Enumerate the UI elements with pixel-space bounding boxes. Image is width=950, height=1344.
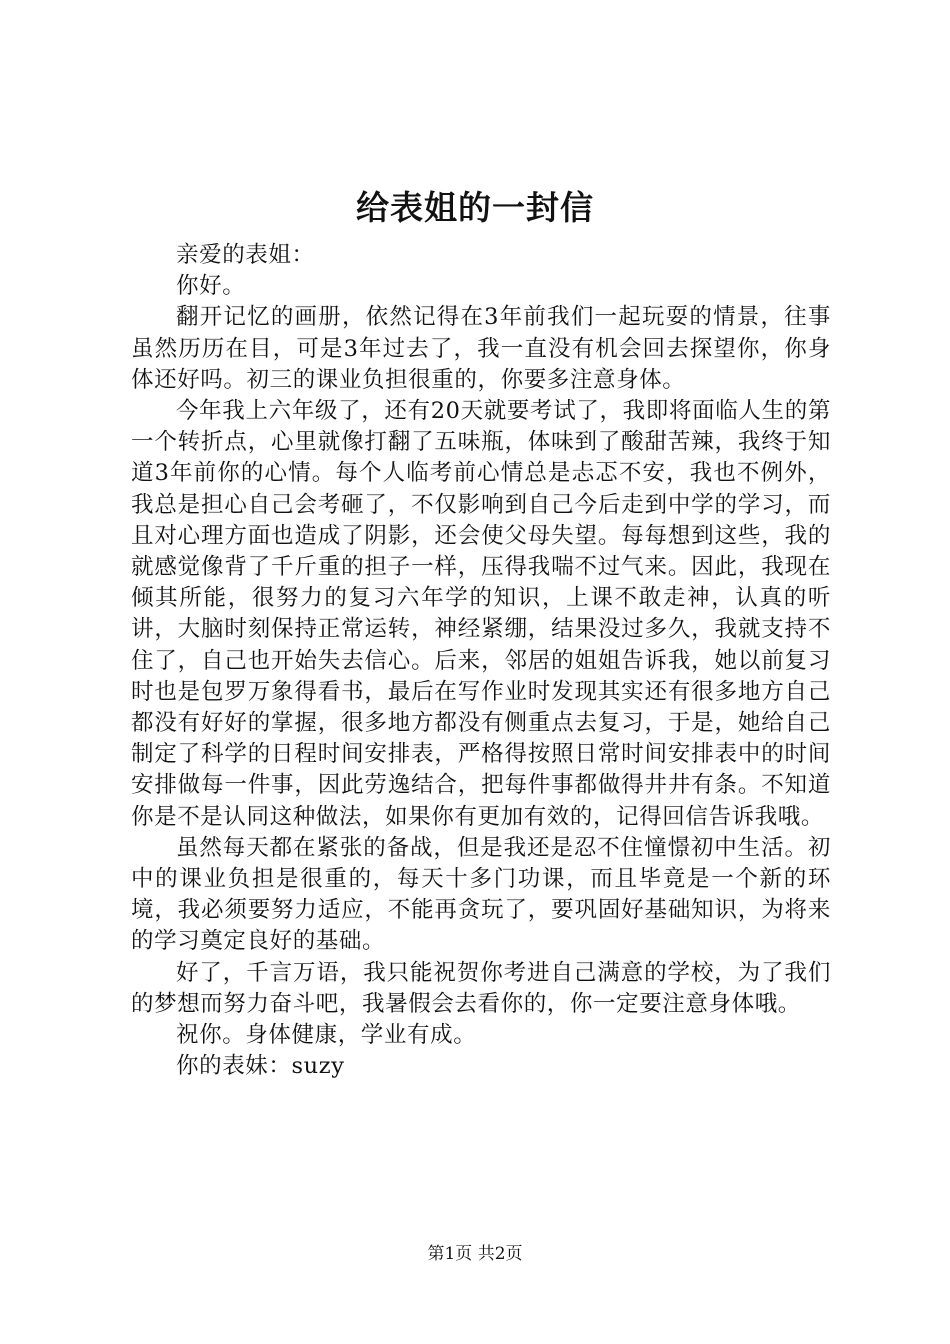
document-title: 给表姐的一封信 (356, 188, 594, 227)
paragraph-exam-preparation: 今年我上六年级了，还有20天就要考试了，我即将面临人生的第一个转折点，心里就像打翻了五味瓶，体味到了酸甜苦辣，我终于知道3年前你的心情。每个人临考前心情总是忐忑不安，我也不例外，我总是担心自己会考砸了，不仅影响到自己今后走到中学的学习，而且对心理方面也造成了阴影，还会使父母失望。每每想到这些，我的就感觉像背了千斤重的担子一样，压得我喘不过气来。因此，我现在倾其所能，很努力的复习六年学的知识，上课不敢走神，认真的听讲，大脑时刻保持正常运转，神经紧绷，结果没过多久，我就支持不住了，自己也开始失去信心。后来，邻居的姐姐告诉我，她以前复习时也是包罗万象得看书，最后在写作业时发现其实还有很多地方自己都没有好好的掌握，很多地方都没有侧重点去复习，于是，她给自己制定了科学的日程时间安排表，严格得按照日常时间安排表中的时间安排做每一件事，因此劳逸结合，把每件事都做得井井有条。不知道你是不是认同这种做法，如果你有更加有效的，记得回信告诉我哦。 (131, 398, 831, 830)
salutation: 亲爱的表姐： (176, 242, 315, 268)
greeting: 你好。 (176, 273, 246, 300)
paragraph-closing: 好了，千言万语，我只能祝贺你考进自己满意的学校，为了我们的梦想而努力奋斗吧，我暑假会去看你的，你一定要注意身体哦。 (131, 959, 831, 1017)
paragraph-memories: 翻开记忆的画册，依然记得在3年前我们一起玩耍的情景，往事虽然历历在目，可是3年过去了，我一直没有机会回去探望你，你身体还好吗。初三的课业负担很重的，你要多注意身体。 (131, 304, 831, 393)
well-wishes: 祝你。身体健康，学业有成。 (176, 1022, 477, 1049)
page-number: 第1页 共2页 (427, 1244, 523, 1264)
paragraph-middle-school: 虽然每天都在紧张的备战，但是我还是忍不住憧憬初中生活。初中的课业负担是很重的，每天十多门功课，而且毕竟是一个新的环境，我必须要努力适应，不能再贪玩了，要巩固好基础知识，为将来的学习奠定良好的基础。 (131, 834, 831, 955)
letter-body (131, 240, 831, 1082)
signature: 你的表妹：suzy (176, 1053, 345, 1080)
